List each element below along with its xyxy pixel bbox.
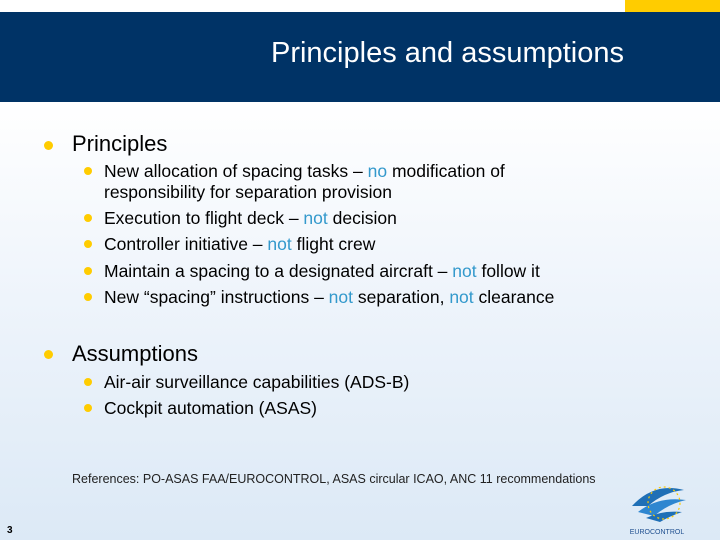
principle-item-5: New “spacing” instructions – not separation, not clearance — [104, 287, 555, 307]
principle-item-1-cont: responsibility for separation provision — [104, 182, 392, 202]
highlight-word: not — [328, 287, 353, 307]
bullet-icon — [84, 404, 92, 412]
page-number: 3 — [7, 525, 13, 536]
bullet-icon — [84, 267, 92, 275]
highlight-word: not — [267, 234, 292, 254]
bullet-icon — [44, 350, 53, 359]
logo-text: EUROCONTROL — [629, 529, 685, 536]
bullet-icon — [84, 214, 92, 222]
top-strip — [0, 0, 625, 12]
assumptions-heading: Assumptions — [72, 341, 198, 366]
bullet-icon — [84, 240, 92, 248]
top-accent-bar — [625, 0, 720, 12]
principle-item-1: New allocation of spacing tasks – no modification of — [104, 161, 505, 181]
bullet-icon — [44, 141, 53, 150]
principle-item-3: Controller initiative – not flight crew — [104, 234, 376, 254]
highlight-word: not — [452, 261, 477, 281]
principle-item-4: Maintain a spacing to a designated aircraft – not follow it — [104, 261, 540, 281]
highlight-word: not — [303, 208, 328, 228]
assumption-item-1: Air-air surveillance capabilities (ADS-B) — [104, 372, 410, 392]
eurocontrol-logo — [624, 476, 690, 538]
assumption-item-2: Cockpit automation (ASAS) — [104, 398, 318, 418]
bullet-icon — [84, 293, 92, 301]
header-band — [0, 12, 720, 102]
principle-item-2: Execution to flight deck – not decision — [104, 208, 397, 228]
highlight-word: no — [367, 161, 388, 181]
references-note: References: PO-ASAS FAA/EUROCONTROL, ASAS circular ICAO, ANC 11 recommendations — [72, 472, 596, 486]
principles-heading: Principles — [72, 131, 168, 156]
slide-title: Principles and assumptions — [270, 37, 624, 69]
bullet-icon — [84, 167, 92, 175]
highlight-word: not — [449, 287, 474, 307]
bullet-icon — [84, 378, 92, 386]
